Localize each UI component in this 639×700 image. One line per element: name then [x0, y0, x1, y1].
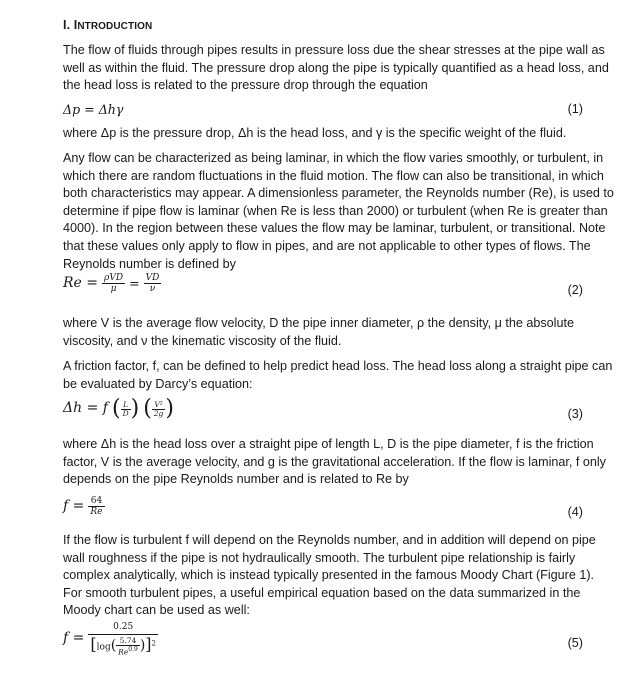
equation-5-lhs: f = — [63, 630, 85, 647]
equation-5-number: (5) — [567, 636, 583, 650]
paragraph-1: The flow of fluids through pipes results in pressure loss due the shear stresses at the pipe wall as well as within the fluid. The pressure drop along the pipe is typically quantified as a head loss, and the head loss is related to the pressure drop through the equation — [63, 43, 609, 93]
paragraph-2: where Δp is the pressure drop, Δh is the head loss, and γ is the specific weight of the fluid. — [63, 126, 567, 140]
equation-3-fraction-1 — [121, 401, 131, 418]
equation-2-lhs: Re = — [63, 274, 99, 291]
section-heading — [63, 17, 152, 36]
heading-rest: NTRODUCTION — [77, 21, 153, 32]
heading-numeral: I. — [63, 18, 71, 32]
equation-1-number: (1) — [567, 102, 583, 116]
equation-5-inner-exp: 0.9 — [128, 646, 138, 653]
equation-5-outer-exp: 2 — [151, 639, 156, 648]
heading-first-letter: I — [73, 18, 78, 32]
equation-2-num-2: VD — [145, 273, 160, 283]
paragraph-3: Any flow can be characterized as being laminar, in which the flow varies smoothly, or turbulent, in which there are random fluctuations in the fluid motion. The flow can also be transitional, in which both characteristics may appear. A dimensionless parameter, the Reynolds number (Re), is used to determine if pipe flow is laminar (when Re is less than 2000) or turbulent (when Re is greater than 4000). In the region between these values the flow may be laminar, turbulent, or transitional. Note that these values only apply to flow in pipes, and are not applicable to other types of flows. The Reynolds number is defined by — [63, 151, 614, 271]
equation-4-den: Re — [90, 507, 103, 517]
equation-5-log: log — [96, 642, 111, 653]
equation-3: Δh = f ( $\frac{L}{D}$ ) ( $\frac{\text{V²}}{2g}$ ) (3) — [63, 398, 611, 430]
equation-3-num-1: L — [121, 401, 131, 410]
equation-3-fraction-2 — [152, 401, 166, 418]
equation-5 — [63, 622, 611, 666]
equation-5-inner-num: 5.74 — [116, 637, 140, 646]
equation-3-number: (3) — [567, 407, 583, 421]
paragraph-6: where Δh is the head loss over a straight pipe of length L, D is the pipe diameter, f is the friction factor, V is the average velocity, and g is the gravitational acceleration. If the flow is laminar, f only depends on the pipe Reynolds number and is related to Re by — [63, 437, 606, 487]
equation-2-equals: = — [129, 275, 140, 291]
equation-4 — [63, 496, 611, 528]
equation-2-den-1: μ — [110, 284, 117, 294]
equation-4-num: 64 — [88, 496, 104, 507]
equation-3-den-1: D — [122, 408, 129, 418]
equation-2-fraction-1 — [102, 273, 125, 294]
equation-5-fraction — [88, 622, 158, 657]
equation-2 — [63, 273, 611, 307]
equation-1 — [63, 101, 611, 119]
paragraph-4: where V is the average flow velocity, D the pipe inner diameter, ρ the density, μ the absolute viscosity, and ν the kinematic viscosity of the fluid. — [63, 316, 574, 348]
equation-4-lhs: f = — [63, 497, 85, 514]
equation-5-inner-fraction — [116, 637, 140, 657]
equation-5-den: [log( $\frac{5.74}{Re^{0.9}}$ )]$^2$ — [90, 634, 156, 657]
equation-1-body: Δp = Δhγ — [63, 102, 124, 117]
equation-2-den-2: ν — [149, 284, 156, 294]
equation-5-num: 0.25 — [88, 622, 158, 635]
equation-3-den-2: 2g — [153, 408, 164, 418]
equation-4-number: (4) — [567, 505, 583, 519]
equation-5-inner-den-wrap — [116, 646, 140, 657]
equation-4-fraction — [88, 496, 104, 517]
equation-5-inner-den: Re — [118, 647, 129, 657]
equation-2-fraction-2 — [144, 273, 162, 294]
paragraph-5: A friction factor, f, can be defined to help predict head loss. The head loss along a straight pipe can be evaluated by Darcy’s equation: — [63, 359, 613, 391]
equation-2-number: (2) — [567, 283, 583, 297]
paragraph-7: If the flow is turbulent f will depend on the Reynolds number, and in addition will depend on pipe wall roughness if the pipe is not hydraulically smooth. The turbulent pipe relationship is fairly complex analytically, which is instead typically presented in the famous Moody Chart (Figure 1). For smooth turbulent pipes, a useful empirical equation based on the data summarized in the Moody chart can be used as well: — [63, 533, 596, 618]
equation-3-lhs: Δh = f — [63, 400, 108, 417]
equation-2-num-1: ρVD — [104, 273, 124, 283]
equation-3-num-2: V² — [152, 401, 166, 410]
